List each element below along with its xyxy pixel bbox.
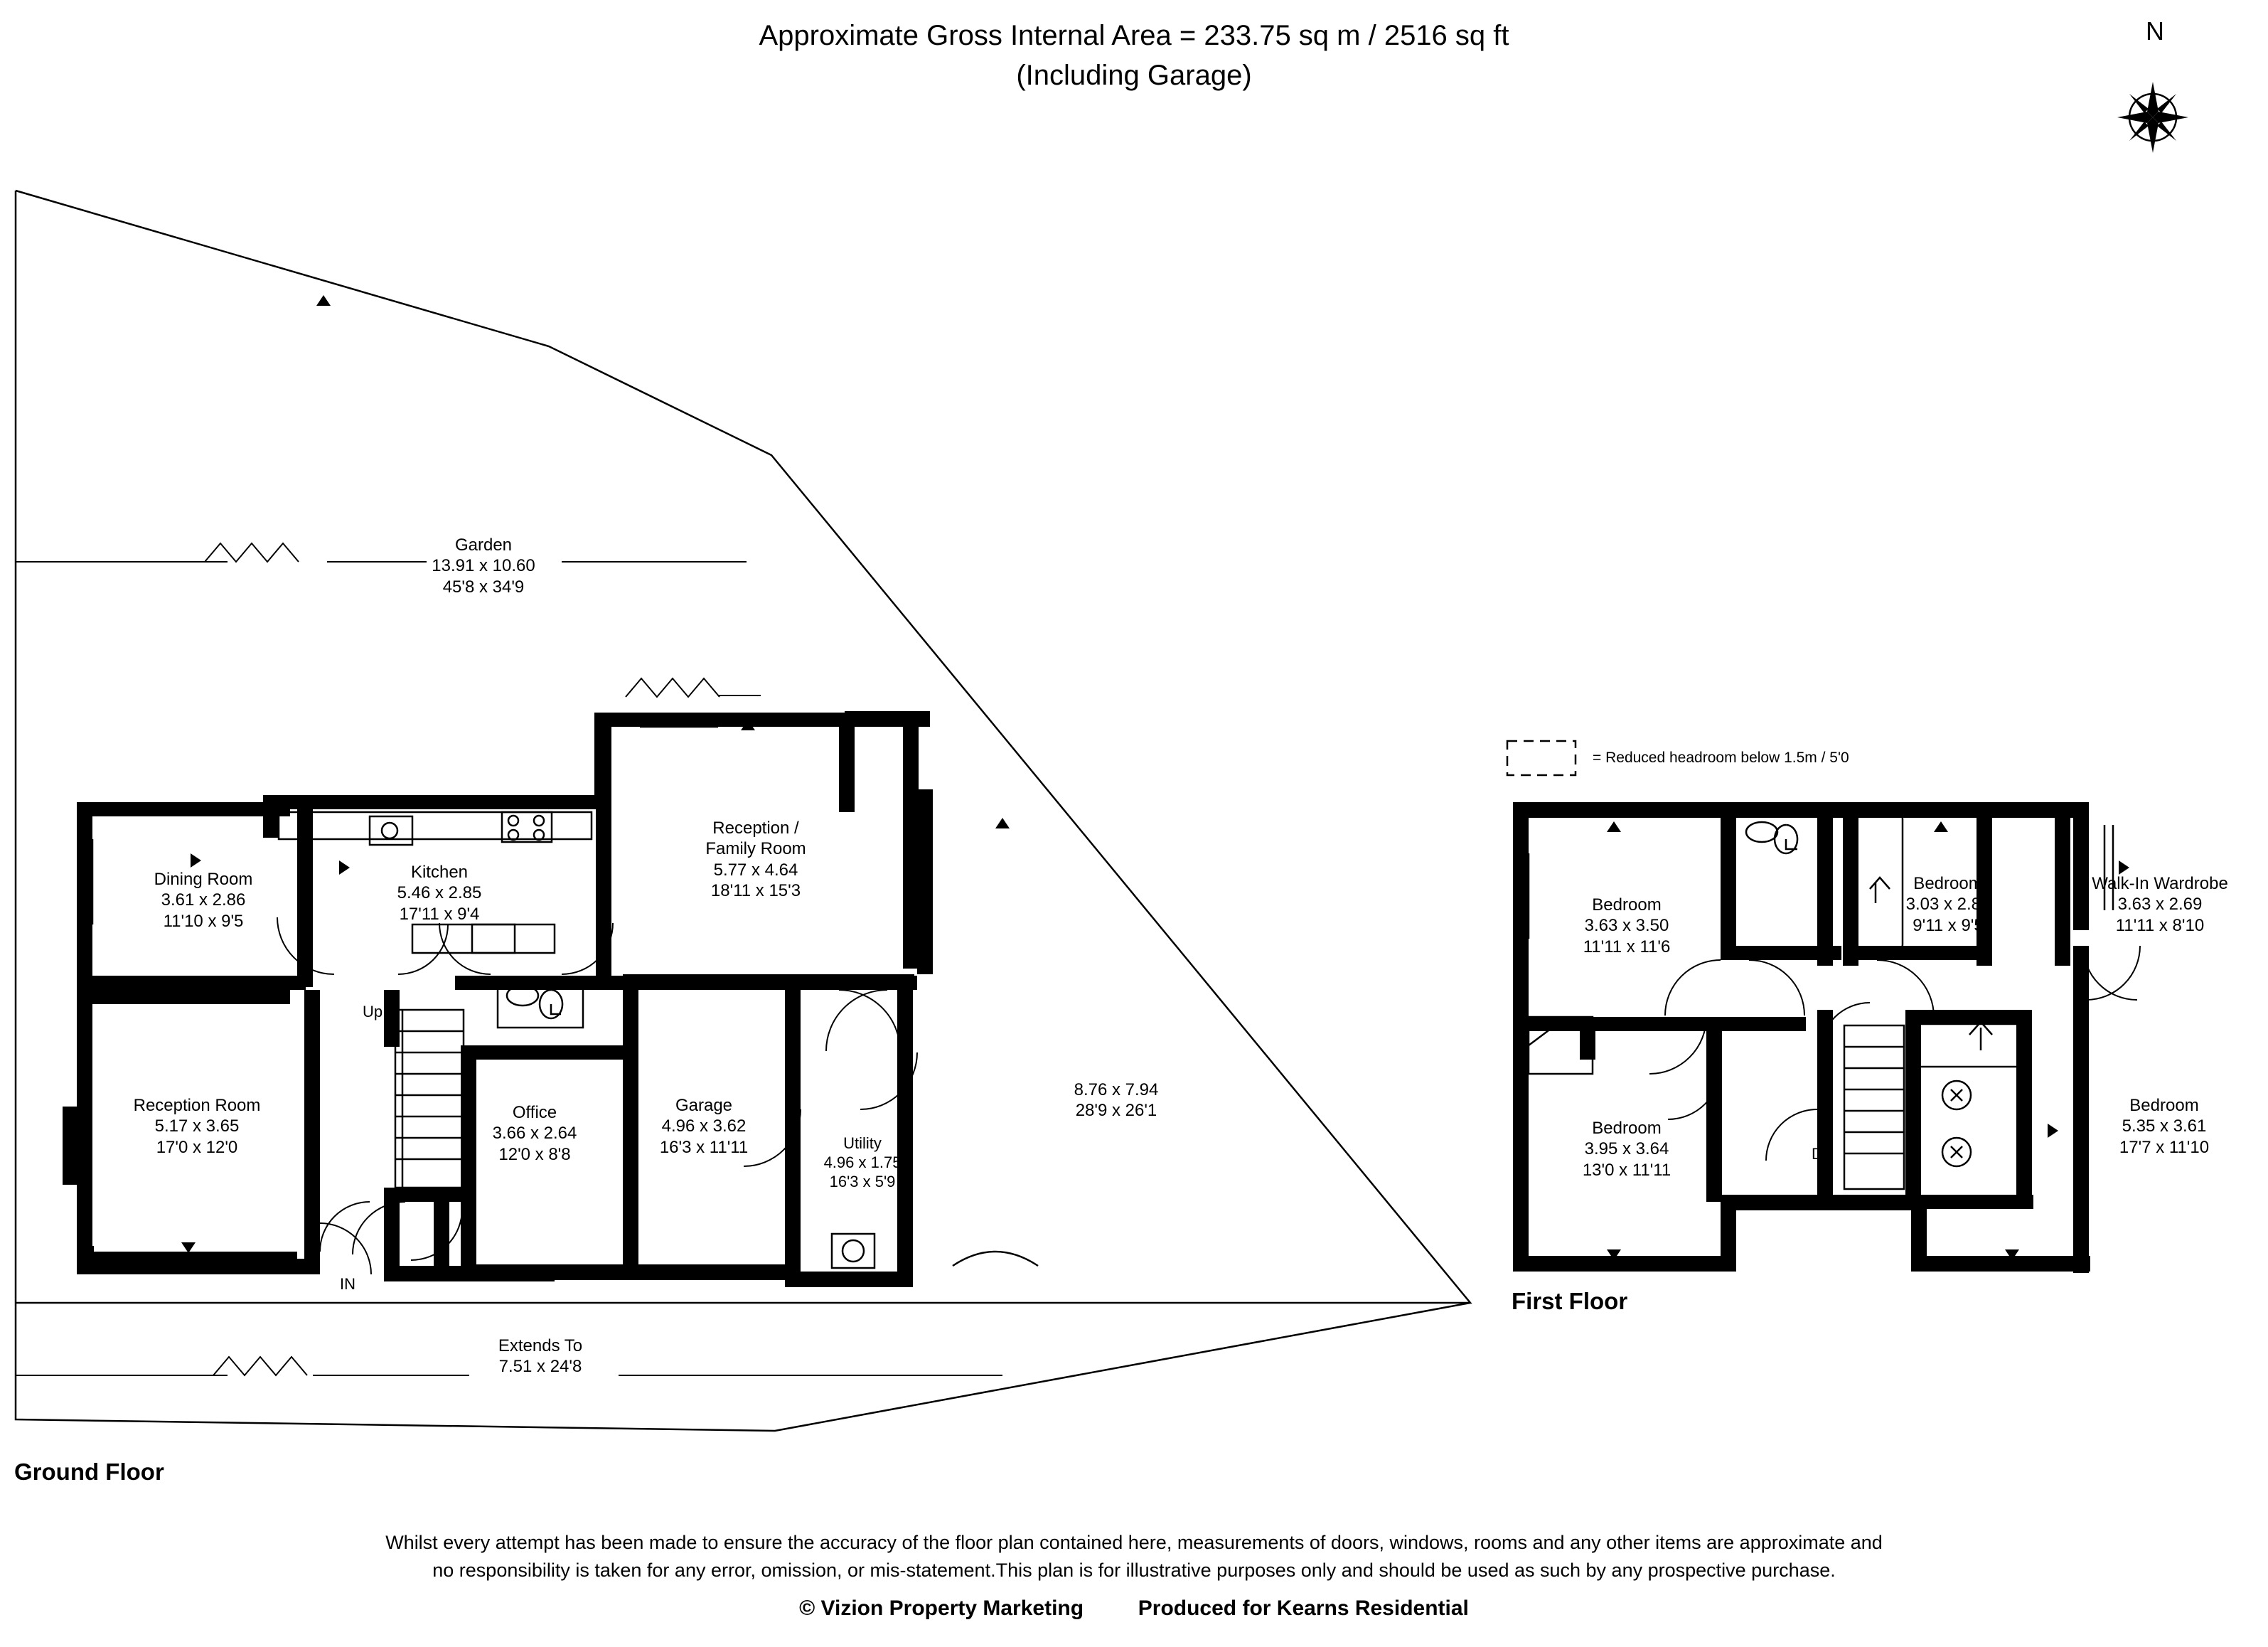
extends-to-label: Extends To 7.51 x 24'8 xyxy=(498,1336,583,1377)
room-label-kitchen: Kitchen 5.46 x 2.85 17'11 x 9'4 xyxy=(397,863,482,924)
room-label-bedroom-3: Bedroom 3.95 x 3.64 13'0 x 11'11 xyxy=(1582,1119,1671,1180)
copyright-text: © Vizion Property Marketing xyxy=(799,1597,1084,1620)
credits xyxy=(799,1597,1469,1621)
ground-floor-label: Ground Floor xyxy=(14,1459,164,1485)
plot-dimension-label: 8.76 x 7.94 28'9 x 26'1 xyxy=(1074,1080,1159,1121)
stairs-dn-marker: Dn xyxy=(1812,1145,1832,1163)
page-title: Approximate Gross Internal Area = 233.75 sq m / 2516 sq ft xyxy=(759,20,1509,51)
page-subtitle: (Including Garage) xyxy=(1016,60,1252,91)
room-label-reception-family-room: Reception / Family Room 5.77 x 4.64 18'11 x 15'3 xyxy=(705,819,806,900)
produced-for-text: Produced for Kearns Residential xyxy=(1138,1597,1469,1620)
room-label-utility: Utility 4.96 x 1.75 16'3 x 5'9 xyxy=(823,1134,902,1190)
entrance-in-marker: IN xyxy=(340,1275,355,1293)
room-label-bedroom-1: Bedroom 3.63 x 3.50 11'11 x 11'6 xyxy=(1583,895,1671,956)
room-label-walk-in-wardrobe: Walk-In Wardrobe 3.63 x 2.69 11'11 x 8'10 xyxy=(2092,874,2228,935)
room-label-bedroom-2: Bedroom 3.03 x 2.86 9'11 x 9'5 xyxy=(1905,874,1991,935)
room-label-dining-room: Dining Room 3.61 x 2.86 11'10 x 9'5 xyxy=(154,870,253,931)
legend-reduced-headroom: = Reduced headroom below 1.5m / 5'0 xyxy=(1593,750,1849,766)
room-label-garden: Garden 13.91 x 10.60 45'8 x 34'9 xyxy=(432,535,535,597)
room-label-office: Office 3.66 x 2.64 12'0 x 8'8 xyxy=(492,1103,577,1164)
compass-north-label: N xyxy=(2146,16,2164,46)
room-label-bedroom-4: Bedroom 5.35 x 3.61 17'7 x 11'10 xyxy=(2119,1096,2210,1157)
room-label-reception-room: Reception Room 5.17 x 3.65 17'0 x 12'0 xyxy=(133,1096,261,1157)
disclaimer-line-1: Whilst every attempt has been made to ensure the accuracy of the floor plan contained here, measurements of doors, windows, rooms and any other items are approximate and xyxy=(385,1532,1883,1553)
disclaimer-line-2: no responsibility is taken for any error, omission, or mis-statement.This plan is for illustrative purposes only and should be used as such by any prospective purchase. xyxy=(432,1560,1836,1582)
first-floor-label: First Floor xyxy=(1512,1288,1628,1314)
room-label-garage: Garage 4.96 x 3.62 16'3 x 11'11 xyxy=(659,1096,749,1157)
disclaimer xyxy=(103,1529,2165,1584)
stairs-up-marker: Up xyxy=(363,1003,383,1020)
